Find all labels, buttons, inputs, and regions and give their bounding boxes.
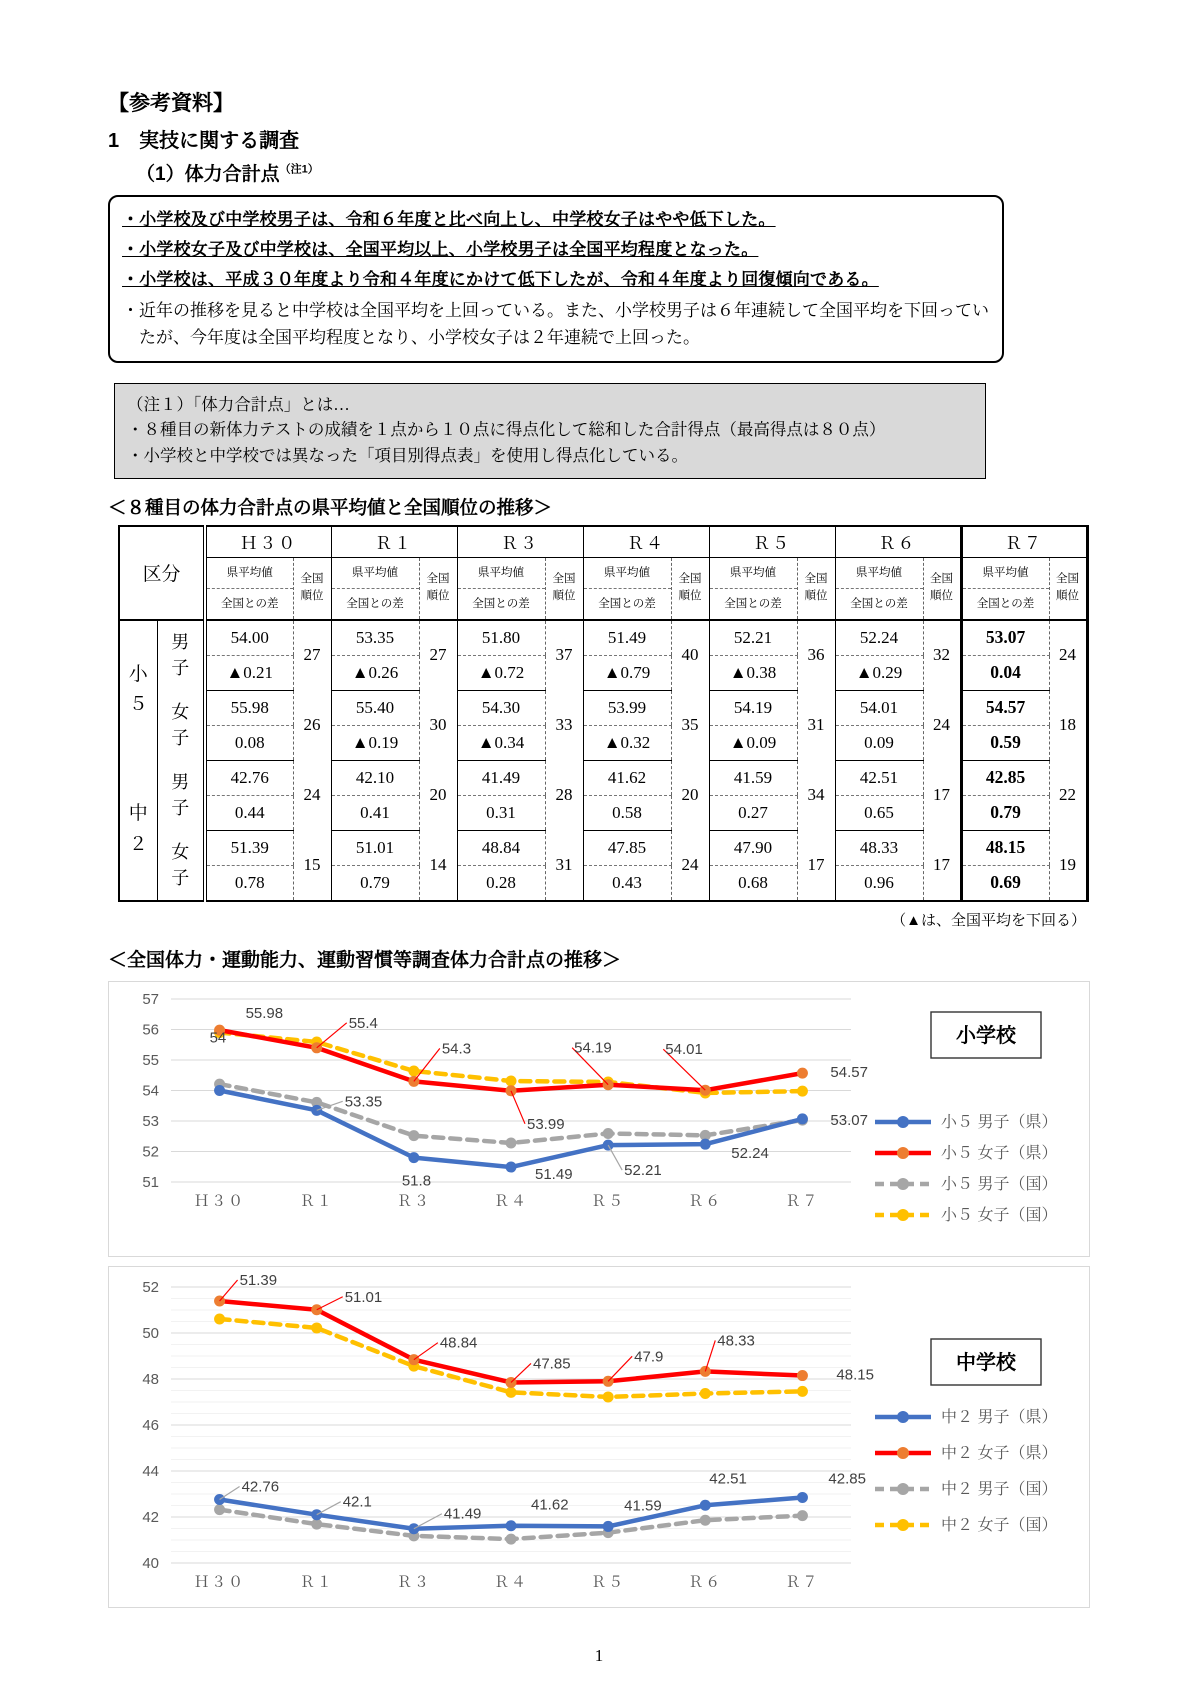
y-tick-label: 46 xyxy=(142,1416,159,1434)
rank-value: 36 xyxy=(797,620,835,691)
rank-value: 35 xyxy=(671,690,709,760)
subsection-note-ref: （注1） xyxy=(279,163,319,176)
diff-value: 0.08 xyxy=(205,725,293,760)
subheader-rank: 全国 順位 xyxy=(923,557,961,620)
subheader-rank: 全国 順位 xyxy=(1049,557,1087,620)
legend-item xyxy=(875,1113,1057,1131)
x-tick-label: Ｒ３ xyxy=(396,1573,431,1591)
y-tick-label: 51 xyxy=(142,1173,159,1191)
data-label: 42.1 xyxy=(342,1493,372,1511)
data-label: 53.99 xyxy=(527,1115,565,1133)
note-line: ・小学校と中学校では異なった「項目別得点表」を使用し得点化している。 xyxy=(127,446,688,466)
avg-value: 48.33 xyxy=(835,830,923,865)
data-label: 54.19 xyxy=(574,1039,612,1057)
year-header: Ｒ４ xyxy=(583,526,709,558)
score-table-wrapper xyxy=(118,525,1090,902)
diff-value: 0.31 xyxy=(457,795,545,830)
page-title: 【参考資料】 xyxy=(108,92,234,115)
data-label: 53.07 xyxy=(830,1111,868,1129)
legend-item xyxy=(875,1480,1057,1498)
gridlines xyxy=(142,1279,851,1591)
y-tick-label: 48 xyxy=(142,1370,159,1388)
table-cell: 全国との差 xyxy=(836,588,923,619)
year-header: Ｈ３０ xyxy=(205,526,331,558)
legend-label: 小５ 男子（国） xyxy=(941,1175,1058,1193)
avg-value: 54.19 xyxy=(709,690,797,725)
legend-item xyxy=(875,1206,1057,1224)
avg-value: 47.90 xyxy=(709,830,797,865)
avg-value: 48.84 xyxy=(457,830,545,865)
subheader-rank: 全国 順位 xyxy=(293,557,331,620)
data-point xyxy=(797,1113,808,1124)
data-label: 55.98 xyxy=(245,1004,284,1022)
legend-item xyxy=(875,1516,1057,1534)
table-cell: 県平均値 xyxy=(352,566,398,579)
data-point xyxy=(506,1533,517,1544)
rank-value: 19 xyxy=(1049,830,1087,901)
x-tick-label: Ｒ６ xyxy=(688,1192,723,1210)
legend-item xyxy=(875,1144,1057,1162)
avg-value: 54.01 xyxy=(835,690,923,725)
y-tick-label: 52 xyxy=(142,1143,159,1161)
rank-value: 31 xyxy=(545,830,583,901)
table-subheader-row xyxy=(119,557,1087,620)
line-chart-junior xyxy=(109,1267,1087,1607)
subheader-avg-diff xyxy=(457,557,545,620)
legend-label: 中２ 男子（国） xyxy=(941,1480,1058,1498)
x-tick-label: Ｒ５ xyxy=(591,1192,626,1210)
rank-value: 17 xyxy=(923,760,961,830)
charts-heading: ＜全国体力・運動能力、運動習慣等調査体力合計点の推移＞ xyxy=(108,949,622,971)
table-cell: 全国との差 xyxy=(584,588,671,619)
diff-value: 0.78 xyxy=(205,865,293,901)
subheader-rank: 全国 順位 xyxy=(545,557,583,620)
summary-item: ・小学校及び中学校男子は、令和６年度と比べ向上し、中学校女子はやや低下した。 xyxy=(122,210,776,230)
label-leader xyxy=(511,1090,525,1123)
label-leader xyxy=(317,1022,347,1047)
legend-label: 小５ 女子（県） xyxy=(941,1144,1058,1162)
rank-value: 24 xyxy=(293,760,331,830)
data-point xyxy=(603,1128,614,1139)
data-point xyxy=(506,1161,517,1172)
diff-value: ▲0.09 xyxy=(709,725,797,760)
avg-value: 42.10 xyxy=(331,760,419,795)
rank-value: 18 xyxy=(1049,690,1087,760)
diff-value: ▲0.19 xyxy=(331,725,419,760)
diff-value: ▲0.72 xyxy=(457,655,545,690)
rank-value: 26 xyxy=(293,690,331,760)
subheader-avg-diff xyxy=(709,557,797,620)
subheader-avg-diff xyxy=(331,557,419,620)
avg-value: 41.49 xyxy=(457,760,545,795)
rank-value: 32 xyxy=(923,620,961,691)
y-tick-label: 55 xyxy=(142,1051,159,1069)
sex-label: 女 子 xyxy=(157,830,205,901)
data-label: 47.9 xyxy=(634,1347,664,1365)
x-tick-label: Ｒ１ xyxy=(299,1573,334,1591)
diff-value: 0.68 xyxy=(709,865,797,901)
diff-value: 0.79 xyxy=(961,795,1049,830)
subheader-avg-diff xyxy=(205,557,293,620)
table-cell: 全国との差 xyxy=(710,588,797,619)
data-point xyxy=(797,1386,808,1397)
data-label: 42.76 xyxy=(241,1478,280,1496)
table-cell: 県平均値 xyxy=(982,566,1029,579)
avg-value: 53.07 xyxy=(961,620,1049,656)
data-point xyxy=(311,1518,322,1529)
diff-value: ▲0.34 xyxy=(457,725,545,760)
data-point xyxy=(506,1386,517,1397)
avg-value: 42.76 xyxy=(205,760,293,795)
data-label: 54.01 xyxy=(665,1040,703,1058)
diff-value: 0.28 xyxy=(457,865,545,901)
table-cell: 県平均値 xyxy=(226,566,273,579)
avg-value: 55.40 xyxy=(331,690,419,725)
avg-value: 55.98 xyxy=(205,690,293,725)
y-tick-label: 56 xyxy=(142,1021,159,1039)
data-point xyxy=(214,1085,225,1096)
data-point xyxy=(603,1391,614,1402)
avg-value: 47.85 xyxy=(583,830,671,865)
data-label: 54.3 xyxy=(441,1039,472,1057)
y-tick-label: 42 xyxy=(142,1508,159,1526)
data-label: 52.24 xyxy=(731,1144,769,1162)
gridlines xyxy=(142,991,851,1210)
rank-value: 33 xyxy=(545,690,583,760)
x-tick-label: Ｒ４ xyxy=(493,1192,529,1210)
y-tick-label: 54 xyxy=(142,1082,159,1100)
x-tick-label: Ｒ５ xyxy=(591,1573,626,1591)
data-point xyxy=(700,1514,711,1525)
x-tick-label: Ｒ６ xyxy=(688,1573,723,1591)
subsection-label: （1）体力合計点 xyxy=(136,164,280,186)
year-header: Ｒ５ xyxy=(709,526,835,558)
y-tick-label: 50 xyxy=(142,1324,159,1342)
x-tick-label: Ｒ４ xyxy=(493,1573,529,1591)
avg-value: 54.00 xyxy=(205,620,293,656)
data-point xyxy=(603,1139,614,1150)
data-label: 51.39 xyxy=(239,1271,278,1289)
x-tick-label: Ｒ１ xyxy=(299,1192,334,1210)
data-point xyxy=(506,1075,517,1086)
rank-value: 27 xyxy=(293,620,331,691)
year-header: Ｒ１ xyxy=(331,526,457,558)
rank-value: 24 xyxy=(1049,620,1087,691)
line-chart-elementary xyxy=(109,982,1087,1256)
table-header-row xyxy=(119,526,1087,558)
x-tick-label: Ｒ７ xyxy=(785,1573,820,1591)
section-heading: 1 実技に関する調査 xyxy=(108,130,300,153)
rank-value: 20 xyxy=(419,760,457,830)
definition-note-box xyxy=(114,383,986,479)
rank-value: 27 xyxy=(419,620,457,691)
rank-value: 17 xyxy=(797,830,835,901)
group-label: 小 ５ xyxy=(119,620,157,761)
page-number: 1 xyxy=(594,1645,604,1665)
panel-label: 小学校 xyxy=(956,1024,1016,1047)
data-point xyxy=(797,1492,808,1503)
label-leader xyxy=(414,1048,440,1081)
data-point xyxy=(311,1322,322,1333)
legend-label: 中２ 女子（国） xyxy=(941,1516,1058,1534)
note-line: ・８種目の新体力テストの成績を１点から１０点に得点化して総和した合計得点（最高得点は８０点） xyxy=(127,420,886,440)
rank-value: 30 xyxy=(419,690,457,760)
chart-panel-junior xyxy=(108,1266,1090,1608)
rank-value: 22 xyxy=(1049,760,1087,830)
diff-value: ▲0.29 xyxy=(835,655,923,690)
diff-value: 0.27 xyxy=(709,795,797,830)
panel-label: 中学校 xyxy=(956,1351,1016,1374)
table-cell: 県平均値 xyxy=(730,566,776,579)
subheader-rank: 全国 順位 xyxy=(797,557,835,620)
avg-value: 52.21 xyxy=(709,620,797,656)
diff-value: ▲0.21 xyxy=(205,655,293,690)
data-point xyxy=(214,1504,225,1515)
data-point xyxy=(700,1138,711,1149)
diff-value: 0.69 xyxy=(961,865,1049,901)
summary-note-item: ・近年の推移を見ると中学校は全国平均を上回っている。また、小学校男子は６年連続して全国平均を下回っていたが、今年度は全国平均程度となり、小学校女子は２年連続で上回った。 xyxy=(122,300,989,347)
data-point xyxy=(506,1137,517,1148)
year-header: Ｒ３ xyxy=(457,526,583,558)
avg-value: 41.59 xyxy=(709,760,797,795)
legend-label: 小５ 女子（国） xyxy=(941,1206,1058,1224)
data-point xyxy=(214,1313,225,1324)
table-row xyxy=(119,690,1087,725)
legend-item xyxy=(875,1408,1057,1426)
label-leader xyxy=(317,1501,341,1514)
avg-value: 42.51 xyxy=(835,760,923,795)
data-point xyxy=(700,1388,711,1399)
diff-value: 0.41 xyxy=(331,795,419,830)
summary-item: ・小学校は、平成３０年度より令和４年度にかけて低下したが、令和４年度より回復傾向である。 xyxy=(122,269,879,289)
avg-value: 51.80 xyxy=(457,620,545,656)
subheader-rank: 全国 順位 xyxy=(671,557,709,620)
series-0 xyxy=(214,1492,808,1534)
diff-value: 0.09 xyxy=(835,725,923,760)
diff-value: ▲0.79 xyxy=(583,655,671,690)
diff-value: 0.04 xyxy=(961,655,1049,690)
avg-value: 53.35 xyxy=(331,620,419,656)
avg-value: 52.24 xyxy=(835,620,923,656)
rank-value: 28 xyxy=(545,760,583,830)
rank-value: 24 xyxy=(923,690,961,760)
table-heading: ＜８種目の体力合計点の県平均値と全国順位の推移＞ xyxy=(108,496,553,518)
rank-value: 20 xyxy=(671,760,709,830)
x-tick-label: Ｈ３０ xyxy=(194,1573,246,1591)
diff-value: 0.58 xyxy=(583,795,671,830)
data-label: 42.85 xyxy=(828,1470,866,1488)
data-label: 51.49 xyxy=(535,1165,573,1183)
avg-value: 54.30 xyxy=(457,690,545,725)
data-point xyxy=(408,1152,419,1163)
table-cell: 全国との差 xyxy=(332,588,419,619)
table-cell: 全国との差 xyxy=(458,588,545,619)
subheader-avg-diff xyxy=(835,557,923,620)
legend-item xyxy=(875,1175,1057,1193)
data-point xyxy=(408,1130,419,1141)
data-point xyxy=(603,1521,614,1532)
data-point xyxy=(797,1510,808,1521)
data-point xyxy=(797,1085,808,1096)
avg-value: 51.39 xyxy=(205,830,293,865)
data-label: 48.15 xyxy=(836,1366,874,1384)
table-row xyxy=(119,830,1087,865)
rank-value: 34 xyxy=(797,760,835,830)
data-label: 41.49 xyxy=(443,1505,482,1523)
table-row xyxy=(119,620,1087,656)
diff-value: ▲0.38 xyxy=(709,655,797,690)
legend-label: 中２ 女子（県） xyxy=(941,1444,1058,1462)
diff-value: ▲0.26 xyxy=(331,655,419,690)
rank-value: 40 xyxy=(671,620,709,691)
data-point xyxy=(506,1520,517,1531)
diff-value: 0.65 xyxy=(835,795,923,830)
avg-value: 48.15 xyxy=(961,830,1049,865)
summary-box xyxy=(108,195,1004,363)
avg-value: 54.57 xyxy=(961,690,1049,725)
data-point xyxy=(408,1065,419,1076)
data-label: 41.62 xyxy=(531,1496,569,1514)
sex-label: 女 子 xyxy=(157,690,205,760)
diff-value: ▲0.32 xyxy=(583,725,671,760)
legend-label: 中２ 男子（県） xyxy=(941,1408,1058,1426)
subsection-heading xyxy=(136,159,1090,186)
series-3 xyxy=(214,1313,808,1402)
data-label: 51.01 xyxy=(344,1288,383,1306)
data-label: 54.57 xyxy=(830,1063,868,1081)
x-tick-label: Ｈ３０ xyxy=(194,1192,246,1210)
x-tick-label: Ｒ３ xyxy=(396,1192,431,1210)
legend-item xyxy=(875,1444,1057,1462)
subheader-avg-diff xyxy=(961,557,1049,620)
table-cell: 県平均値 xyxy=(478,566,524,579)
subheader-rank: 全国 順位 xyxy=(419,557,457,620)
score-table xyxy=(118,525,1089,902)
data-point xyxy=(700,1366,711,1377)
avg-value: 42.85 xyxy=(961,760,1049,795)
table-cell: 県平均値 xyxy=(604,566,650,579)
diff-value: 0.59 xyxy=(961,725,1049,760)
rank-value: 24 xyxy=(671,830,709,901)
summary-item: ・小学校女子及び中学校は、全国平均以上、小学校男子は全国平均程度となった。 xyxy=(122,240,759,260)
rank-value: 14 xyxy=(419,830,457,901)
panel-label-box xyxy=(931,1012,1041,1058)
data-label: 48.84 xyxy=(439,1334,478,1352)
avg-value: 51.49 xyxy=(583,620,671,656)
label-leader xyxy=(220,1280,238,1301)
legend-label: 小５ 男子（県） xyxy=(941,1113,1058,1131)
data-point xyxy=(797,1370,808,1381)
data-point xyxy=(408,1354,419,1365)
table-footnote: （▲は、全国平均を下回る） xyxy=(891,911,1086,929)
table-row xyxy=(119,760,1087,795)
diff-value: 0.96 xyxy=(835,865,923,901)
avg-value: 51.01 xyxy=(331,830,419,865)
data-point xyxy=(797,1067,808,1078)
chart-panel-elementary xyxy=(108,981,1090,1257)
data-label: 42.51 xyxy=(709,1469,747,1487)
data-label: 47.85 xyxy=(533,1355,571,1373)
table-cell: 県平均値 xyxy=(856,566,902,579)
label-leader xyxy=(414,1342,438,1359)
x-tick-label: Ｒ７ xyxy=(785,1192,820,1210)
group-label: 中 ２ xyxy=(119,760,157,901)
rank-value: 31 xyxy=(797,690,835,760)
y-tick-label: 44 xyxy=(142,1462,159,1480)
avg-value: 41.62 xyxy=(583,760,671,795)
data-label: 55.4 xyxy=(348,1014,378,1032)
y-tick-label: 57 xyxy=(142,990,159,1008)
data-label: 41.59 xyxy=(624,1497,662,1515)
rank-value: 37 xyxy=(545,620,583,691)
diff-value: 0.43 xyxy=(583,865,671,901)
data-labels-1 xyxy=(246,1005,868,1133)
panel-label-box xyxy=(931,1339,1041,1385)
y-tick-label: 53 xyxy=(142,1112,159,1130)
subheader-avg-diff xyxy=(583,557,671,620)
label-leader xyxy=(511,1363,531,1382)
year-header: Ｒ６ xyxy=(835,526,961,558)
diff-value: 0.79 xyxy=(331,865,419,901)
sex-label: 男 子 xyxy=(157,620,205,691)
data-label: 48.33 xyxy=(717,1332,755,1350)
sex-label: 男 子 xyxy=(157,760,205,830)
table-cell: 全国との差 xyxy=(207,588,293,619)
data-point xyxy=(700,1499,711,1510)
year-header: Ｒ７ xyxy=(961,526,1087,558)
y-tick-label: 52 xyxy=(142,1278,159,1296)
data-label: 52.21 xyxy=(624,1161,662,1179)
diff-value: 0.44 xyxy=(205,795,293,830)
avg-value: 53.99 xyxy=(583,690,671,725)
data-label: 54 xyxy=(209,1029,227,1047)
data-label: 51.8 xyxy=(401,1172,432,1190)
label-leader xyxy=(220,1486,240,1499)
note-line: （注１）「体力合計点」とは… xyxy=(127,394,350,414)
rank-value: 17 xyxy=(923,830,961,901)
data-label: 53.35 xyxy=(344,1092,383,1110)
label-leader xyxy=(608,1145,622,1170)
data-point xyxy=(214,1494,225,1505)
rank-value: 15 xyxy=(293,830,331,901)
table-corner-label: 区分 xyxy=(119,526,205,620)
y-tick-label: 40 xyxy=(142,1554,159,1572)
table-cell: 全国との差 xyxy=(963,588,1049,619)
